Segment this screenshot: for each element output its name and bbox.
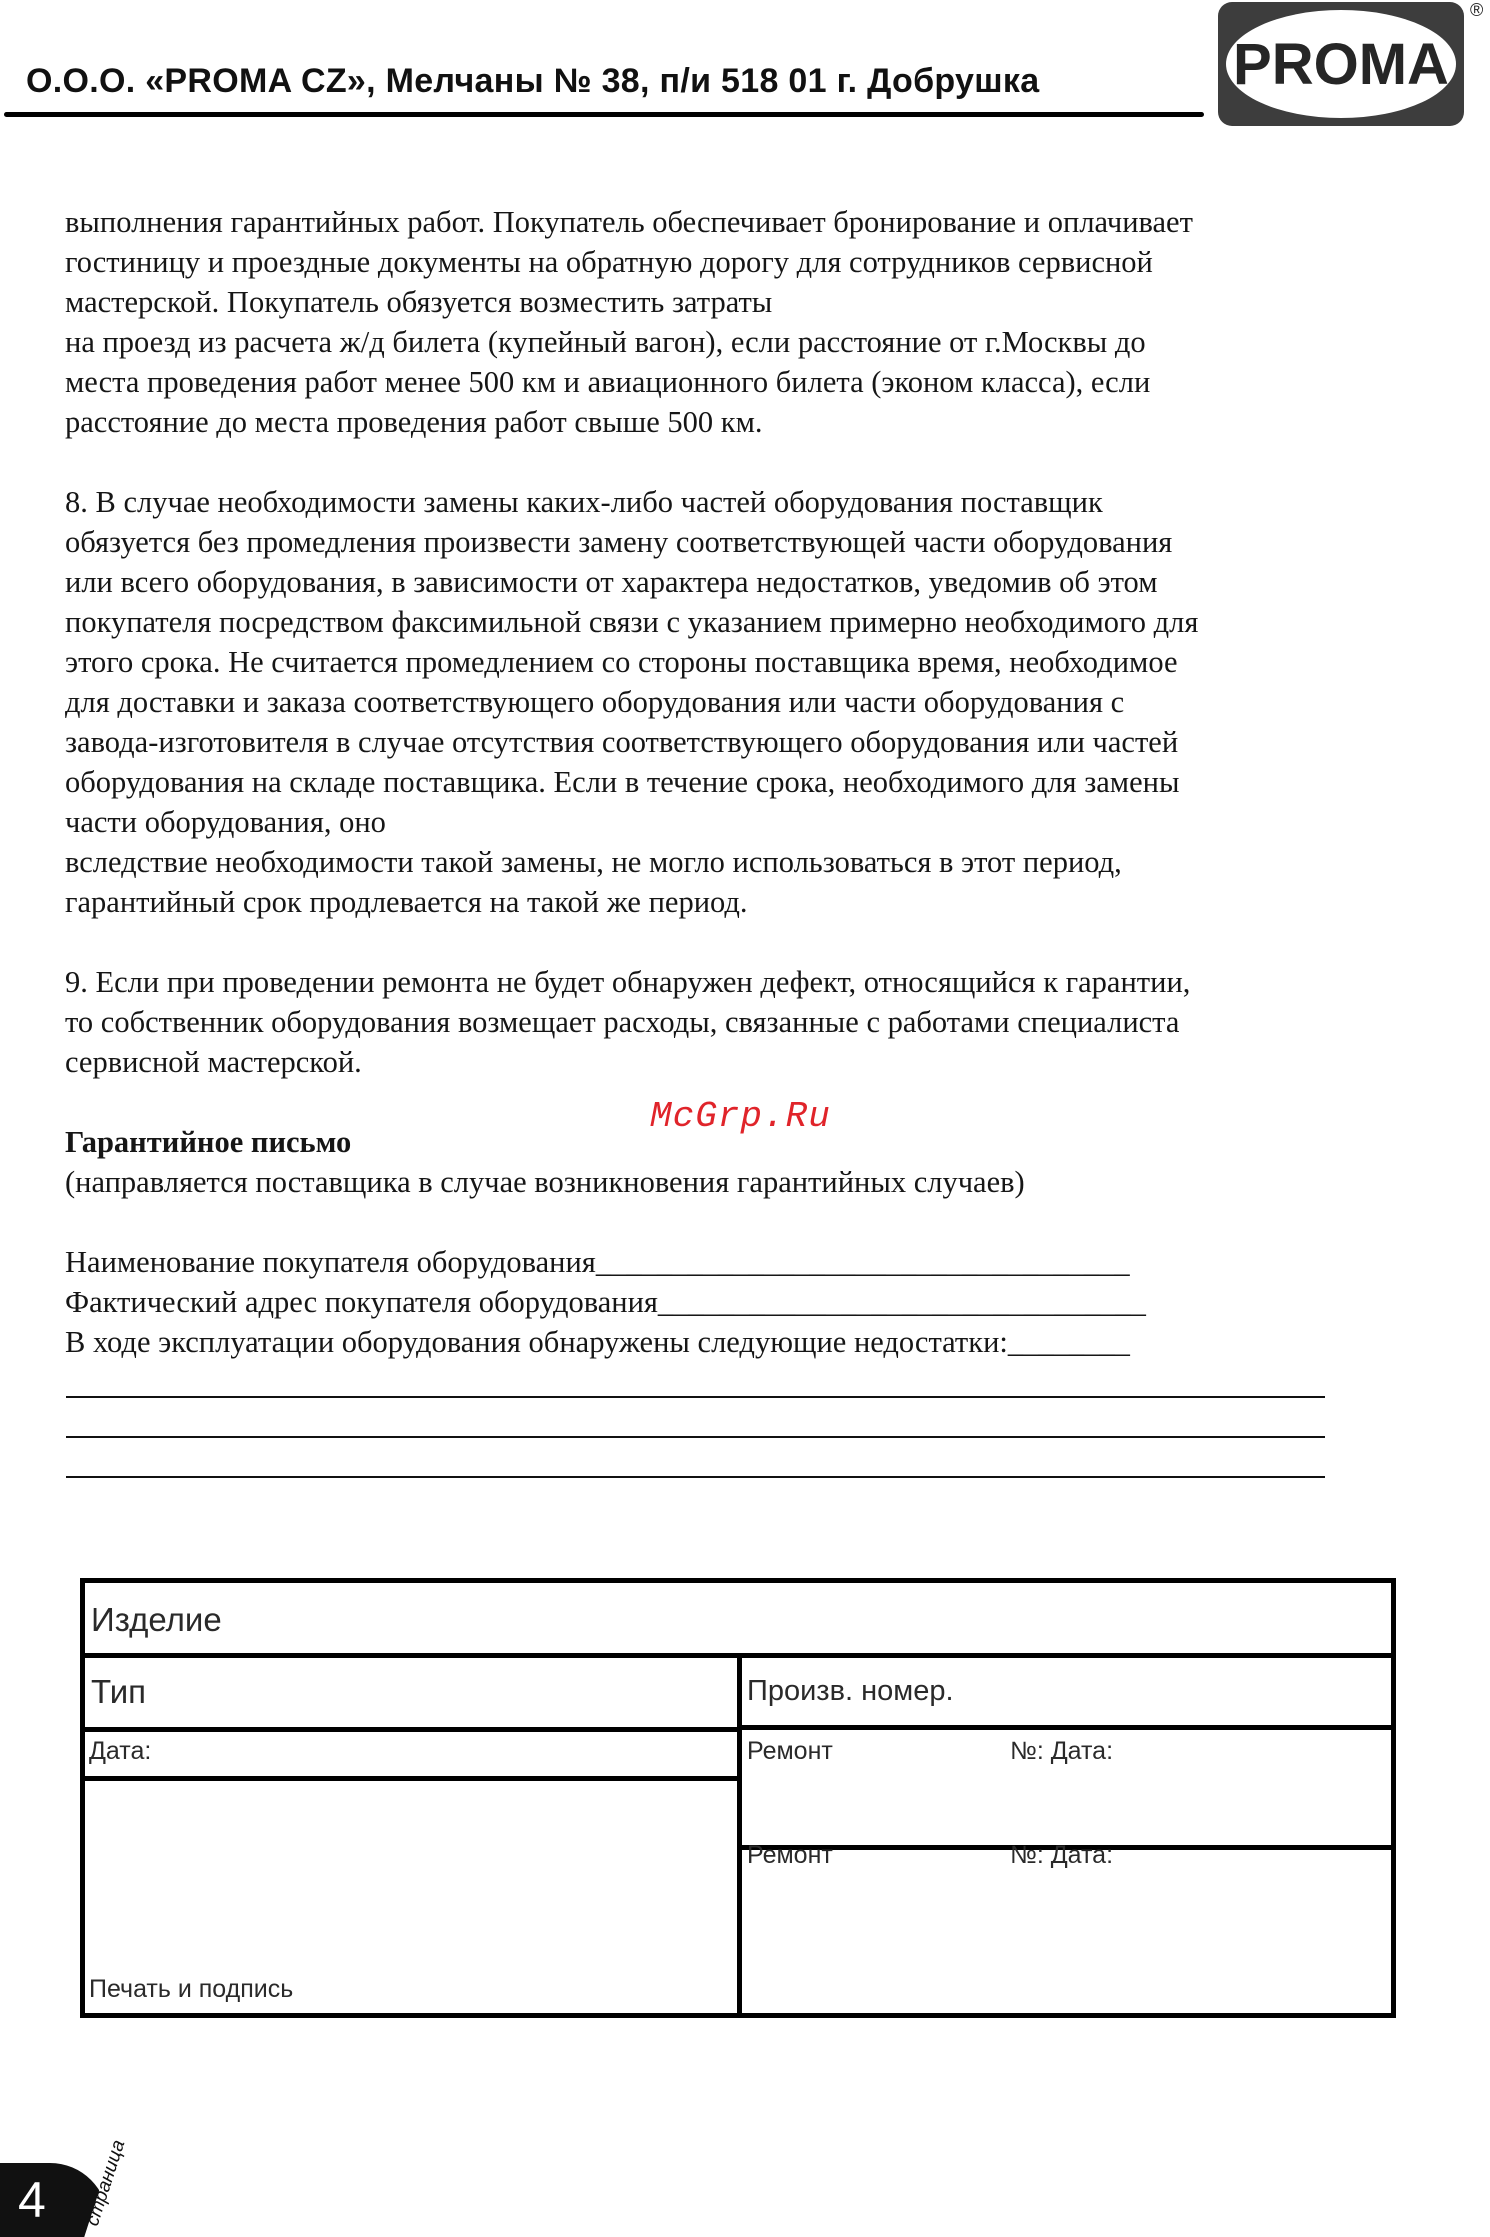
stamp-signature-label: Печать и подпись <box>89 1975 294 2003</box>
watermark: McGrp.Ru <box>650 1096 831 1137</box>
repair-number-date-label: №: Дата: <box>1010 1841 1114 1869</box>
repair-label: Ремонт <box>747 1841 833 1869</box>
text-line: выполнения гарантийных работ. Покупатель обеспечивает бронирование и оплачивает <box>65 205 1193 239</box>
type-label: Тип <box>91 1673 147 1710</box>
repair-label: Ремонт <box>747 1737 833 1765</box>
product-label: Изделие <box>91 1601 222 1638</box>
buyer-name-field: Наименование покупателя оборудования___________________________________ <box>65 1245 1130 1279</box>
letter-title: Гарантийное письмо <box>65 1125 352 1159</box>
text-line: гостиницу и проездные документы на обратную дорогу для сотрудников сервисной <box>65 245 1153 279</box>
text-line: завода-изготовителя в случае отсутствия соответствующего оборудования или частей <box>65 725 1179 759</box>
text-line: 8. В случае необходимости замены каких-либо частей оборудования поставщик <box>65 485 1103 519</box>
company-header: О.О.О. «PROMA CZ», Мелчаны № 38, п/и 518 01 г. Добрушка <box>26 62 1040 100</box>
repair-number-date-label: №: Дата: <box>1010 1737 1114 1765</box>
text-line: то собственник оборудования возмещает расходы, связанные с работами специалиста <box>65 1005 1180 1039</box>
blank-line <box>66 1476 1325 1478</box>
page-number: 4 <box>18 2172 46 2228</box>
page-word: страница <box>82 2137 130 2229</box>
defects-field: В ходе эксплуатации оборудования обнаружены следующие недостатки:________ <box>65 1325 1130 1359</box>
warranty-form <box>80 1578 1396 2018</box>
registered-mark: ® <box>1470 0 1484 20</box>
text-line: на проезд из расчета ж/д билета (купейный вагон), если расстояние от г.Москвы до <box>65 325 1146 359</box>
logo-text: PROMA <box>1233 31 1449 97</box>
text-line: сервисной мастерской. <box>65 1045 362 1079</box>
document-body <box>65 202 1415 1362</box>
form-row-divider <box>85 1727 737 1732</box>
header-divider <box>4 112 1204 117</box>
text-line: гарантийный срок продлевается на такой же период. <box>65 885 748 919</box>
paragraph-9 <box>65 962 1415 1082</box>
paragraph-8 <box>65 482 1415 922</box>
form-row-divider <box>85 1776 737 1781</box>
serial-number-label: Произв. номер. <box>747 1675 954 1707</box>
form-column-divider <box>737 1653 742 2013</box>
buyer-address-field: Фактический адрес покупателя оборудования________________________________ <box>65 1285 1146 1319</box>
paragraph-7 <box>65 202 1415 442</box>
text-line: этого срока. Не считается промедлением со стороны поставщика время, необходимое <box>65 645 1178 679</box>
text-line: 9. Если при проведении ремонта не будет обнаружен дефект, относящийся к гарантии, <box>65 965 1191 999</box>
text-line: для доставки и заказа соответствующего оборудования или части оборудования с <box>65 685 1125 719</box>
text-line: расстояние до места проведения работ свыше 500 км. <box>65 405 763 439</box>
text-line: мастерской. Покупатель обязуется возместить затраты <box>65 285 773 319</box>
text-line: вследствие необходимости такой замены, не могло использоваться в этот период, <box>65 845 1122 879</box>
letter-subtitle: (направляется поставщика в случае возникновения гарантийных случаев) <box>65 1165 1025 1199</box>
proma-logo <box>1218 2 1464 126</box>
text-line: покупателя посредством факсимильной связи с указанием примерно необходимого для <box>65 605 1199 639</box>
blank-line <box>66 1396 1325 1398</box>
text-line: места проведения работ менее 500 км и авиационного билета (эконом класса), если <box>65 365 1151 399</box>
date-label: Дата: <box>89 1737 152 1765</box>
text-line: обязуется без промедления произвести замену соответствующей части оборудования <box>65 525 1173 559</box>
page-number-badge <box>0 2163 100 2237</box>
text-line: оборудования на складе поставщика. Если в течение срока, необходимого для замены <box>65 765 1180 799</box>
logo-oval <box>1226 10 1456 118</box>
text-line: или всего оборудования, в зависимости от характера недостатков, уведомив об этом <box>65 565 1158 599</box>
blank-line <box>66 1436 1325 1438</box>
text-line: части оборудования, оно <box>65 805 386 839</box>
form-row-divider <box>737 1725 1391 1730</box>
